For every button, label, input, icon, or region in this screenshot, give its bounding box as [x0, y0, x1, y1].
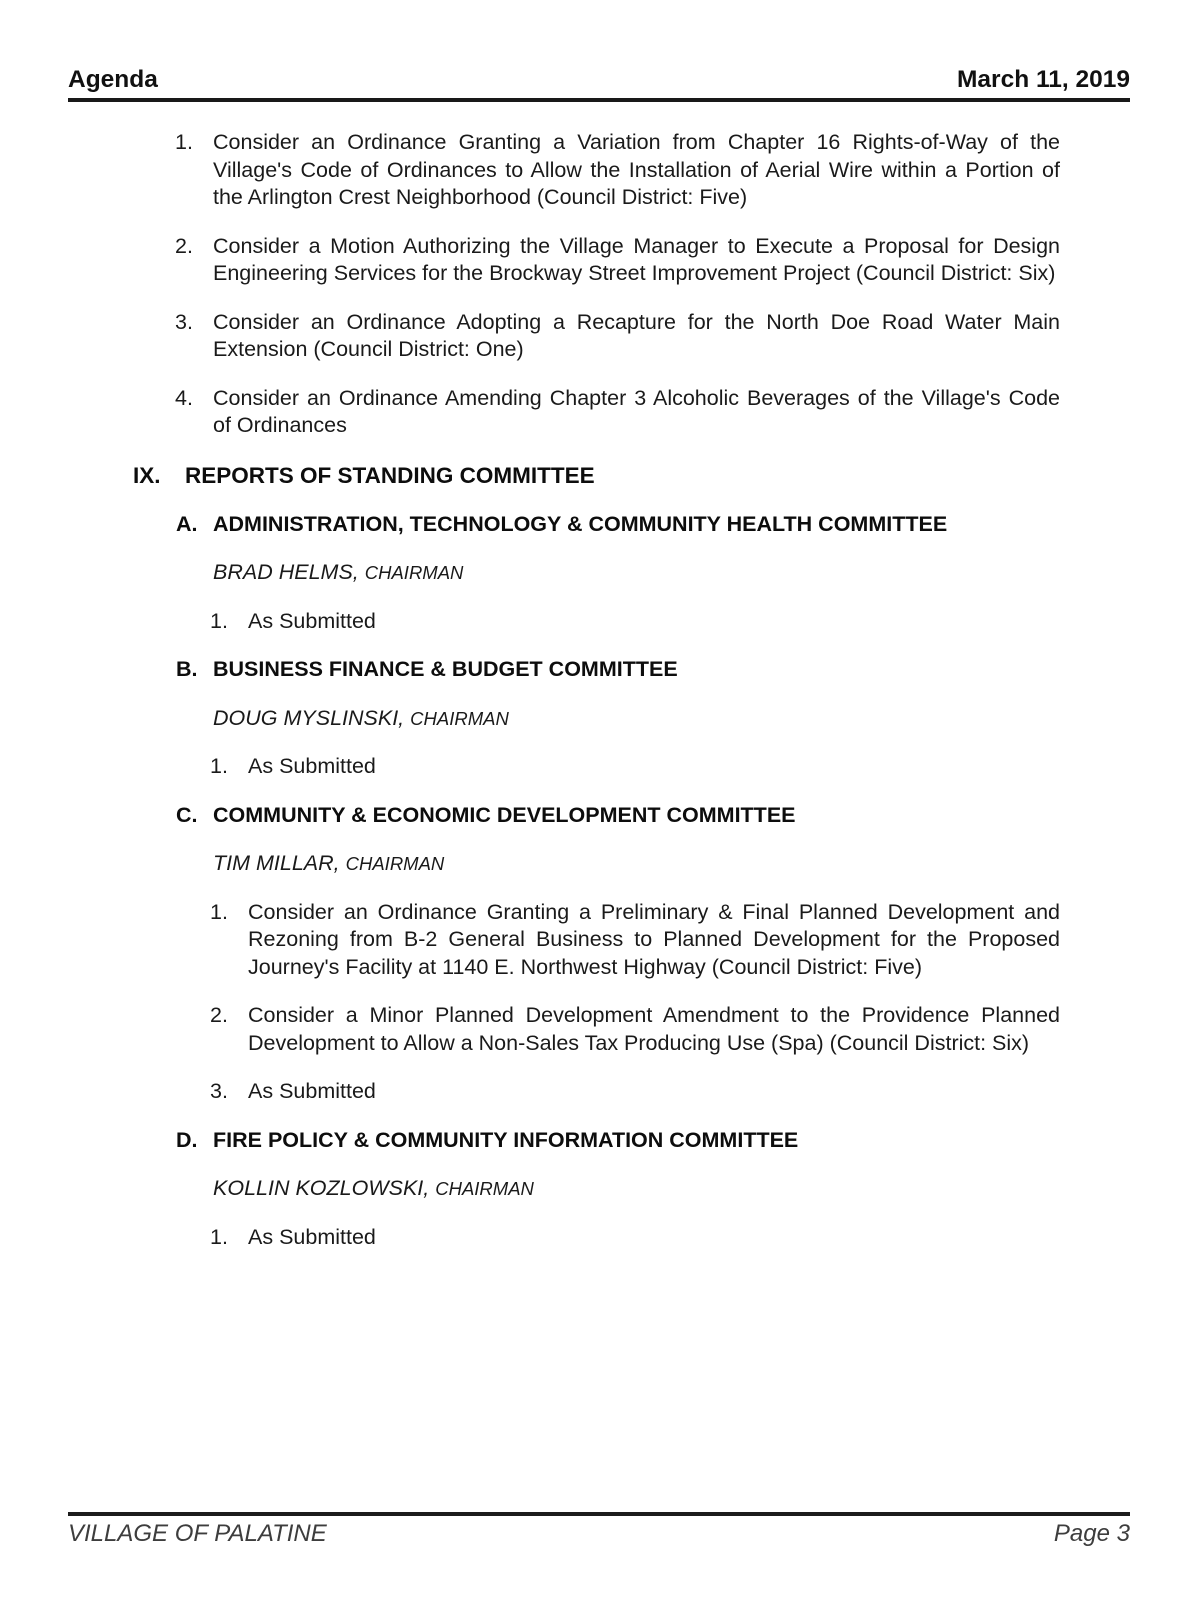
chairman-title: CHAIRMAN: [364, 562, 464, 583]
item-number: 2.: [210, 1003, 228, 1027]
page-header-date: March 11, 2019: [957, 66, 1130, 93]
footer-rule: [68, 1512, 1130, 1516]
committee-heading: [68, 802, 1060, 830]
item-text: Consider a Minor Planned Development Amendment to the Providence Planned Development to Allow a Non-Sales Tax Producing Use (Spa) (Council District: Six): [248, 1003, 1060, 1055]
chairman-line: [213, 850, 1060, 878]
committee-letter: C.: [176, 802, 198, 827]
item-text: Consider a Motion Authorizing the Village Manager to Execute a Proposal for Design Engineering Services for the Brockway Street Improvement Project (Council District: Six): [213, 233, 1060, 285]
agenda-body: [68, 129, 1060, 1251]
page-header-title: Agenda: [68, 66, 158, 93]
chairman-name: TIM MILLAR,: [213, 851, 340, 875]
item-text: Consider an Ordinance Granting a Preliminary & Final Planned Development and Rezoning from B-2 General Business to Planned Development for the Proposed Journey's Facility at 1140 E. Northwest Highway (Council District: Five): [248, 899, 1060, 979]
agenda-item: [68, 309, 1060, 364]
chairman-line: [213, 559, 1060, 587]
footer-left: VILLAGE OF PALATINE: [68, 1520, 327, 1547]
page-footer: [68, 1512, 1130, 1549]
sub-item: [68, 753, 1060, 781]
agenda-item: [68, 129, 1060, 212]
chairman-title: CHAIRMAN: [410, 707, 509, 729]
committee-name: BUSINESS FINANCE & BUDGET COMMITTEE: [213, 657, 678, 681]
chairman-line: [213, 1175, 1060, 1203]
committee-heading: [68, 1127, 1060, 1155]
committee-letter: B.: [176, 657, 198, 681]
section-title: REPORTS OF STANDING COMMITTEE: [185, 462, 595, 488]
page-header: [68, 64, 1130, 95]
chairman-title: CHAIRMAN: [435, 1178, 534, 1199]
sub-item: [68, 1078, 1060, 1106]
sub-item: [68, 608, 1060, 636]
sub-item: [68, 1224, 1060, 1252]
section-number: IX.: [133, 462, 161, 488]
item-number: 4.: [175, 385, 193, 410]
item-number: 3.: [210, 1079, 228, 1103]
item-text: As Submitted: [248, 608, 376, 633]
footer-right: Page 3: [1053, 1520, 1130, 1547]
committee-heading: [68, 511, 1060, 539]
agenda-item: [68, 233, 1060, 288]
committee-name: COMMUNITY & ECONOMIC DEVELOPMENT COMMITTEE: [213, 802, 796, 827]
item-text: As Submitted: [248, 754, 376, 778]
item-number: 1.: [175, 130, 193, 154]
chairman-line: [213, 705, 1060, 733]
committee-letter: A.: [176, 511, 198, 536]
committee-heading: [68, 656, 1060, 684]
chairman-name: DOUG MYSLINSKI,: [213, 705, 405, 730]
item-text: As Submitted: [248, 1079, 376, 1103]
item-number: 1.: [210, 608, 228, 633]
chairman-title: CHAIRMAN: [345, 853, 445, 874]
item-number: 1.: [210, 899, 228, 924]
item-text: Consider an Ordinance Adopting a Recapture for the North Doe Road Water Main Extension (Council District: One): [213, 309, 1060, 361]
item-text: Consider an Ordinance Amending Chapter 3 Alcoholic Beverages of the Village's Code of Ordinances: [213, 385, 1060, 437]
item-text: Consider an Ordinance Granting a Variation from Chapter 16 Rights-of-Way of the Village's Code of Ordinances to Allow the Installation of Aerial Wire within a Portion of the Arlington Crest Neighborhood (Council District: Five): [213, 130, 1060, 209]
agenda-page: [0, 64, 1200, 1617]
item-number: 3.: [175, 309, 193, 334]
committee-name: FIRE POLICY & COMMUNITY INFORMATION COMMITTEE: [213, 1127, 799, 1152]
section-heading: [68, 461, 1060, 490]
committee-letter: D.: [176, 1127, 198, 1152]
chairman-name: KOLLIN KOZLOWSKI,: [213, 1176, 430, 1200]
agenda-item: [68, 385, 1060, 440]
item-number: 1.: [210, 754, 228, 778]
sub-item: [68, 899, 1060, 982]
item-number: 1.: [210, 1224, 228, 1249]
chairman-name: BRAD HELMS,: [213, 560, 359, 584]
header-rule: [68, 98, 1130, 102]
item-text: As Submitted: [248, 1224, 376, 1249]
item-number: 2.: [175, 233, 193, 258]
committee-name: ADMINISTRATION, TECHNOLOGY & COMMUNITY HEALTH COMMITTEE: [213, 511, 948, 536]
sub-item: [68, 1002, 1060, 1057]
